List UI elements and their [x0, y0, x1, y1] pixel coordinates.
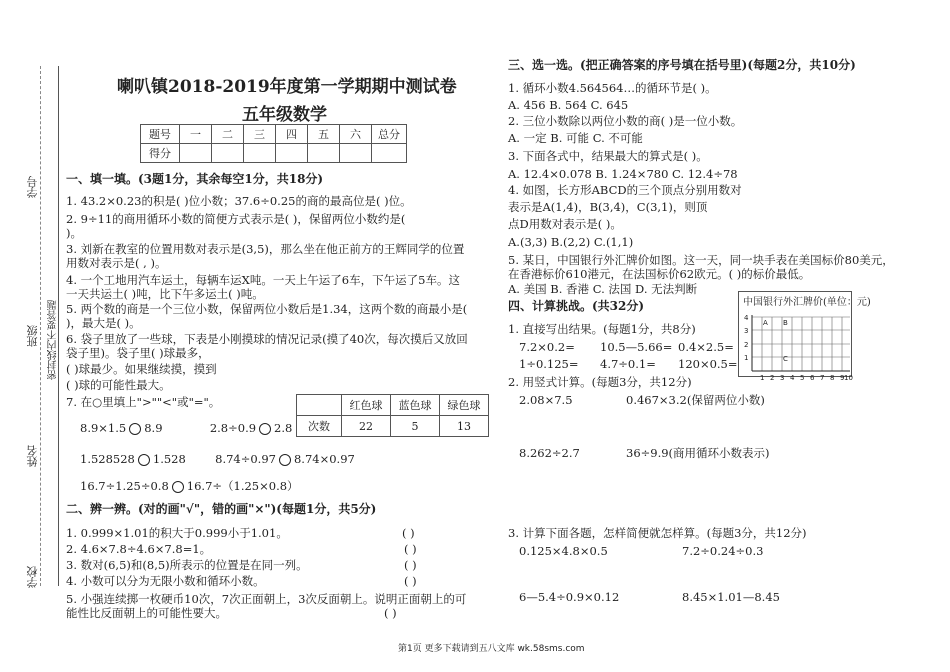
answer-paren[interactable]: ( ) [384, 606, 397, 620]
compare-circle[interactable] [138, 454, 150, 466]
compare-right: 2.8 [274, 421, 293, 435]
s1-line: 6. 袋子里放了一些球，下表是小刚摸球的情况记录(摸了40次，每次摸后又放回 [66, 332, 468, 346]
fx-box-title: 中国银行外汇牌价(单位：元) [743, 297, 871, 308]
score-header-cell: 一 [180, 125, 212, 144]
ball-table-corner [297, 395, 342, 416]
compare-right: 8.9 [144, 421, 163, 435]
section-2-heading: 二、辨一辨。(对的画"√"，错的画"×")(每题1分，共5分) [66, 502, 377, 516]
quick-calc: 4.7÷0.1= [600, 357, 656, 371]
score-header-cell: 总分 [372, 125, 407, 144]
compare-circle[interactable] [279, 454, 291, 466]
quick-calc: 0.4×2.5= [678, 340, 734, 354]
s1-line: 3. 刘新在教室的位置用数对表示是(3,5)，那么坐在他正前方的王辉同学的位置 [66, 242, 465, 256]
s2-line: 2. 4.6×7.8÷4.6×7.8=1。 [66, 542, 212, 556]
score-table [140, 124, 407, 163]
score-header-cell: 三 [244, 125, 276, 144]
s3-line: A.(3,3) B.(2,2) C.(1,1) [508, 235, 634, 249]
simplify-calc: 6—5.4÷0.9×0.12 [519, 590, 620, 604]
grid-x-tick: 4 [790, 374, 795, 382]
grid-x-tick: 7 [820, 374, 825, 382]
s1-line: ( )球的可能性最大。 [66, 378, 171, 392]
score-header-cell: 题号 [141, 125, 180, 144]
compare-left: 2.8÷0.9 [209, 421, 257, 435]
s3-line: 1. 循环小数4.564564…的循环节是( )。 [508, 81, 717, 95]
s4-q2: 2. 用竖式计算。(每题3分，共12分) [508, 375, 692, 389]
grid-y-tick: 2 [744, 341, 749, 349]
answer-paren[interactable]: ( ) [402, 526, 415, 540]
s2-line: 5. 小强连续掷一枚硬币10次，7次正面朝上，3次反面朝上。说明正面朝上的可 [66, 592, 467, 606]
ball-table-header: 红色球 [342, 395, 391, 416]
quick-calc: 10.5—5.66= [600, 340, 673, 354]
grid-x-tick: 1 [760, 374, 765, 382]
ball-table [296, 394, 489, 437]
ball-table-header: 绿色球 [440, 395, 489, 416]
ball-count-red: 22 [342, 416, 391, 437]
s1-line: 1. 43.2×0.23的积是( )位小数；37.6÷0.25的商的最高位是( )位。 [66, 194, 412, 208]
s4-q1: 1. 直接写出结果。(每题1分，共8分) [508, 322, 696, 336]
section-1-heading: 一、填一填。(3题1分，其余每空1分，共18分) [66, 172, 324, 186]
simplify-calc: 8.45×1.01—8.45 [682, 590, 780, 604]
score-input-cell[interactable] [244, 144, 276, 163]
answer-paren[interactable]: ( ) [404, 558, 417, 572]
s1-line: 4. 一个工地用汽车运土，每辆车运X吨。一天上午运了6车，下午运了5车。这 [66, 273, 460, 287]
grid-x-tick: 9 [840, 374, 845, 382]
side-label-class: 班级 [26, 325, 39, 347]
compare-right: 1.528 [152, 452, 186, 466]
s3-line: A. 美国 B. 香港 C. 法国 D. 无法判断 [508, 282, 698, 296]
score-header-cell: 五 [308, 125, 340, 144]
s3-line: 5. 某日，中国银行外汇牌价如图。这一天，同一块手表在美国标价80美元， [508, 253, 894, 267]
s2-line: 3. 数对(6,5)和(8,5)所表示的位置是在同一列。 [66, 558, 308, 572]
answer-paren[interactable]: ( ) [404, 542, 417, 556]
grid-y-tick: 3 [744, 327, 749, 335]
side-label-student-no: 学号 [26, 176, 39, 198]
grid-point-c: C [783, 355, 788, 363]
s1-line: 袋子里)。袋子里( )球最多， [66, 346, 210, 360]
vertical-calc: 36÷9.9(商用循环小数表示) [626, 446, 770, 460]
s3-line: A. 456 B. 564 C. 645 [508, 98, 629, 112]
score-header-cell: 二 [212, 125, 244, 144]
s1-line: 一天共运土( )吨，比下午多运土( )吨。 [66, 287, 264, 301]
simplify-calc: 7.2÷0.24÷0.3 [682, 544, 764, 558]
s1-line: 用数对表示是( , )。 [66, 256, 167, 270]
compare-row-2 [80, 452, 355, 466]
page-footer: 第1页 更多下载请到五八文库 wk.58sms.com [398, 644, 585, 654]
s3-line: 2. 三位小数除以两位小数的商( )是一位小数。 [508, 114, 743, 128]
s4-q3: 3. 计算下面各题，怎样简便就怎样算。(每题3分，共12分) [508, 526, 807, 540]
exam-title: 喇叭镇2018-2019年度第一学期期中测试卷 [117, 77, 457, 97]
grid-y-tick: 1 [744, 354, 749, 362]
s1-line: ( )球最少。如果继续摸，摸到 [66, 362, 217, 376]
score-header-cell: 四 [276, 125, 308, 144]
grid-x-tick: 10 [844, 374, 853, 382]
simplify-calc: 0.125×4.8×0.5 [519, 544, 608, 558]
grid-x-tick: 6 [810, 374, 815, 382]
answer-paren[interactable]: ( ) [404, 574, 417, 588]
score-header-cell: 六 [340, 125, 372, 144]
s2-line: 1. 0.999×1.01的积大于0.999小于1.01。 [66, 526, 288, 540]
s1-line: 2. 9÷11的商用循环小数的简便方式表示是( )，保留两位小数约是( [66, 212, 406, 226]
s3-line: 3. 下面各式中，结果最大的算式是( )。 [508, 149, 708, 163]
ball-table-row-label: 次数 [297, 416, 342, 437]
score-input-cell[interactable] [180, 144, 212, 163]
s3-line: A. 一定 B. 可能 C. 不可能 [508, 131, 643, 145]
grid-y-tick: 4 [744, 314, 749, 322]
score-input-cell[interactable] [340, 144, 372, 163]
vertical-calc: 0.467×3.2(保留两位小数) [626, 393, 765, 407]
compare-left: 16.7÷1.25÷0.8 [80, 479, 169, 493]
compare-left: 8.9×1.5 [80, 421, 127, 435]
s3-line: A. 12.4×0.078 B. 1.24×780 C. 12.4÷78 [508, 167, 738, 181]
s1-line: 7. 在○里填上">""<"或"="。 [66, 395, 221, 409]
s1-line: )。 [66, 226, 82, 240]
grid-point-a: A [763, 319, 768, 327]
s2-line: 能性比反面朝上的可能性要大。 [66, 606, 227, 620]
quick-calc: 1÷0.125= [519, 357, 579, 371]
grid-x-tick: 8 [830, 374, 835, 382]
compare-circle[interactable] [172, 481, 184, 493]
s3-line: 表示是A(1,4)，B(3,4)，C(3,1)，则顶 [508, 200, 708, 214]
seal-line-text: 密封线内不要答题 [48, 300, 59, 380]
compare-row-1 [80, 421, 292, 435]
ball-table-header: 蓝色球 [391, 395, 440, 416]
grid-x-tick: 2 [770, 374, 775, 382]
score-input-cell[interactable] [308, 144, 340, 163]
quick-calc: 120×0.5= [678, 357, 738, 371]
s2-line: 4. 小数可以分为无限小数和循环小数。 [66, 574, 265, 588]
compare-circle[interactable] [129, 423, 141, 435]
ball-count-green: 13 [440, 416, 489, 437]
compare-circle[interactable] [259, 423, 271, 435]
compare-row-3 [80, 479, 299, 493]
vertical-calc: 8.262÷2.7 [519, 446, 580, 460]
score-row-label: 得分 [141, 144, 180, 163]
compare-right: 8.74×0.97 [293, 452, 355, 466]
section-4-heading: 四、计算挑战。(共32分) [508, 299, 645, 313]
ball-count-blue: 5 [391, 416, 440, 437]
s3-line: 4. 如图，长方形ABCD的三个顶点分别用数对 [508, 183, 742, 197]
coordinate-grid [732, 315, 852, 385]
compare-left: 8.74÷0.97 [215, 452, 276, 466]
grid-point-b: B [783, 319, 788, 327]
grid-x-tick: 5 [800, 374, 805, 382]
s1-line: 5. 两个数的商是一个三位小数，保留两位小数后是1.34，这两个数的商最小是( [66, 302, 468, 316]
vertical-calc: 2.08×7.5 [519, 393, 573, 407]
compare-right: 16.7÷（1.25×0.8） [186, 479, 299, 493]
exam-subtitle: 五年级数学 [242, 105, 327, 125]
side-label-name: 姓名 [26, 445, 39, 467]
s3-line: 点D用数对表示是( )。 [508, 217, 622, 231]
section-3-heading: 三、选一选。(把正确答案的序号填在括号里)(每题2分，共10分) [508, 58, 856, 72]
score-input-cell[interactable] [276, 144, 308, 163]
grid-x-tick: 3 [780, 374, 785, 382]
s1-line: )，最大是( )。 [66, 316, 141, 330]
quick-calc: 7.2×0.2= [519, 340, 575, 354]
score-input-cell[interactable] [372, 144, 407, 163]
s3-line: 在香港标价610港元，在法国标价62欧元。( )的标价最低。 [508, 267, 811, 281]
score-input-cell[interactable] [212, 144, 244, 163]
side-label-school: 学校 [26, 566, 39, 588]
compare-left: 1.528528 [80, 452, 135, 466]
